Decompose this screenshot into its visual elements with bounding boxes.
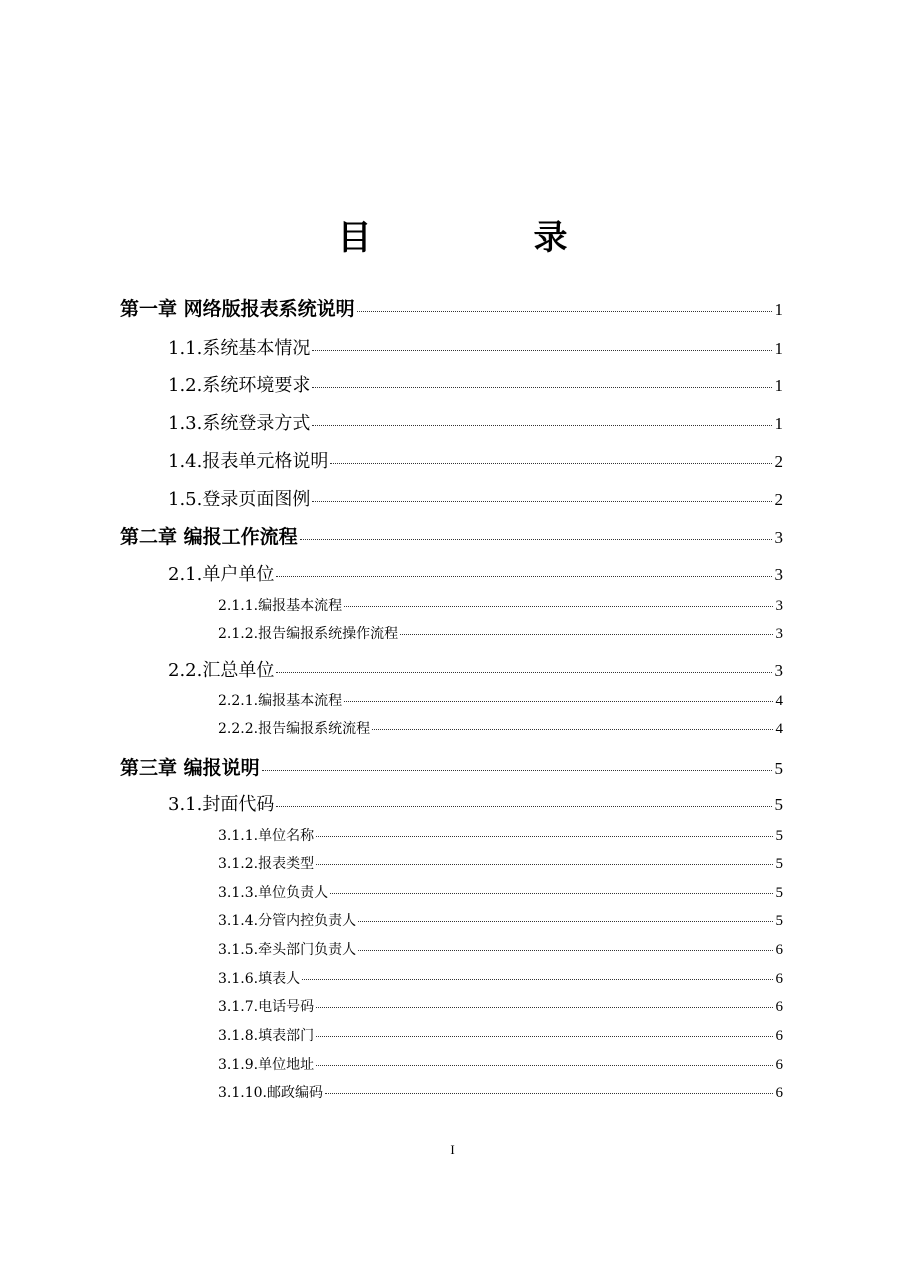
- toc-entry-label: 2.1.1.编报基本流程: [218, 598, 343, 614]
- toc-entry-page: 2: [774, 452, 783, 471]
- toc-section-1-1[interactable]: [168, 334, 783, 360]
- toc-subsection-3-1-2[interactable]: [218, 853, 783, 873]
- toc-section-1-4[interactable]: [168, 447, 783, 473]
- toc-entry-page: 6: [775, 1057, 783, 1073]
- toc-entry-label: 2.2.汇总单位: [168, 660, 275, 681]
- toc-entry-page: 6: [775, 942, 783, 958]
- toc-subsection-3-1-10[interactable]: [218, 1082, 783, 1102]
- toc-subsection-3-1-1[interactable]: [218, 825, 783, 845]
- toc-entry-label: 3.1.8.填表部门: [218, 1028, 315, 1044]
- toc-entry-label: 第二章 编报工作流程: [120, 526, 298, 548]
- toc-entry-page: 4: [775, 693, 783, 709]
- dot-leader: [316, 1036, 772, 1037]
- toc-entry-page: 5: [775, 828, 783, 844]
- toc-entry-label: 3.1.6.填表人: [218, 971, 301, 987]
- toc-entry-page: 6: [775, 999, 783, 1015]
- toc-entry-page: 1: [774, 339, 783, 358]
- toc-entry-page: 5: [775, 913, 783, 929]
- toc-section-2-2[interactable]: [168, 656, 783, 682]
- toc-entry-label: 1.2.系统环境要求: [168, 375, 311, 396]
- toc-entry-label: 1.1.系统基本情况: [168, 338, 311, 359]
- toc-entry-label: 3.1.10.邮政编码: [218, 1085, 323, 1101]
- toc-subsection-3-1-8[interactable]: [218, 1025, 783, 1045]
- dot-leader: [300, 539, 772, 540]
- toc-entry-page: 4: [775, 721, 783, 737]
- dot-leader: [312, 350, 771, 351]
- toc-subsection-2-1-2[interactable]: [218, 623, 783, 643]
- toc-entry-page: 1: [774, 376, 783, 395]
- toc-entry-page: 3: [774, 661, 783, 680]
- toc-chapter-3[interactable]: [120, 753, 783, 779]
- page-title: 目 录: [337, 218, 632, 258]
- toc-entry-page: 6: [775, 971, 783, 987]
- toc-subsection-3-1-4[interactable]: [218, 910, 783, 930]
- dot-leader: [372, 729, 772, 730]
- toc-section-1-3[interactable]: [168, 409, 783, 435]
- dot-leader: [358, 921, 772, 922]
- toc-entry-label: 3.1.3.单位负责人: [218, 885, 329, 901]
- toc-entry-page: 6: [775, 1028, 783, 1044]
- footer-page-number: I: [450, 1142, 455, 1157]
- toc-entry-label: 3.1.2.报表类型: [218, 856, 315, 872]
- toc-entry-page: 3: [774, 528, 783, 547]
- dot-leader: [330, 893, 772, 894]
- toc-entry-page: 1: [774, 414, 783, 433]
- dot-leader: [312, 501, 771, 502]
- toc-section-1-5[interactable]: [168, 485, 783, 511]
- toc-entry-label: 1.5.登录页面图例: [168, 489, 311, 510]
- dot-leader: [302, 979, 772, 980]
- toc-section-2-1[interactable]: [168, 560, 783, 586]
- toc-entry-label: 1.3.系统登录方式: [168, 413, 311, 434]
- dot-leader: [316, 1007, 772, 1008]
- dot-leader: [312, 387, 771, 388]
- toc-entry-page: 3: [775, 626, 783, 642]
- toc-entry-page: 3: [775, 598, 783, 614]
- toc-subsection-2-1-1[interactable]: [218, 595, 783, 615]
- toc-entry-label: 3.1.9.单位地址: [218, 1057, 315, 1073]
- toc-entry-label: 3.1.7.电话号码: [218, 999, 315, 1015]
- dot-leader: [276, 672, 771, 673]
- dot-leader: [276, 576, 771, 577]
- toc-entry-label: 2.1.单户单位: [168, 564, 275, 585]
- toc-chapter-2[interactable]: [120, 522, 783, 548]
- toc-entry-label: 第三章 编报说明: [120, 757, 260, 779]
- toc-entry-page: 5: [774, 795, 783, 814]
- toc-subsection-3-1-7[interactable]: [218, 996, 783, 1016]
- toc-entry-label: 3.1.4.分管内控负责人: [218, 913, 357, 929]
- toc-entry-label: 第一章 网络版报表系统说明: [120, 298, 355, 320]
- toc-entry-label: 2.2.1.编报基本流程: [218, 693, 343, 709]
- dot-leader: [262, 770, 772, 771]
- toc-section-1-2[interactable]: [168, 371, 783, 397]
- toc-entry-page: 5: [775, 856, 783, 872]
- dot-leader: [400, 634, 772, 635]
- toc-entry-page: 2: [774, 490, 783, 509]
- toc-entry-label: 2.2.2.报告编报系统流程: [218, 721, 371, 737]
- toc-entry-label: 2.1.2.报告编报系统操作流程: [218, 626, 399, 642]
- toc-subsection-3-1-9[interactable]: [218, 1054, 783, 1074]
- dot-leader: [316, 864, 772, 865]
- toc-subsection-3-1-6[interactable]: [218, 968, 783, 988]
- toc-entry-page: 5: [775, 885, 783, 901]
- dot-leader: [330, 463, 771, 464]
- toc-subsection-2-2-2[interactable]: [218, 718, 783, 738]
- toc-chapter-1[interactable]: [120, 294, 783, 320]
- toc-section-3-1[interactable]: [168, 790, 783, 816]
- toc-entry-label: 3.1.1.单位名称: [218, 828, 315, 844]
- dot-leader: [276, 806, 771, 807]
- dot-leader: [344, 606, 772, 607]
- dot-leader: [358, 950, 772, 951]
- toc-entry-label: 3.1.5.牵头部门负责人: [218, 942, 357, 958]
- toc-entry-label: 3.1.封面代码: [168, 794, 275, 815]
- toc-entry-page: 1: [774, 300, 783, 319]
- dot-leader: [344, 701, 772, 702]
- toc-subsection-3-1-3[interactable]: [218, 882, 783, 902]
- dot-leader: [325, 1093, 773, 1094]
- toc-subsection-3-1-5[interactable]: [218, 939, 783, 959]
- dot-leader: [316, 836, 772, 837]
- toc-entry-page: 6: [775, 1085, 783, 1101]
- toc-entry-page: 3: [774, 565, 783, 584]
- dot-leader: [357, 311, 772, 312]
- toc-entry-label: 1.4.报表单元格说明: [168, 451, 329, 472]
- toc-entry-page: 5: [774, 759, 783, 778]
- dot-leader: [312, 425, 771, 426]
- toc-subsection-2-2-1[interactable]: [218, 690, 783, 710]
- dot-leader: [316, 1065, 772, 1066]
